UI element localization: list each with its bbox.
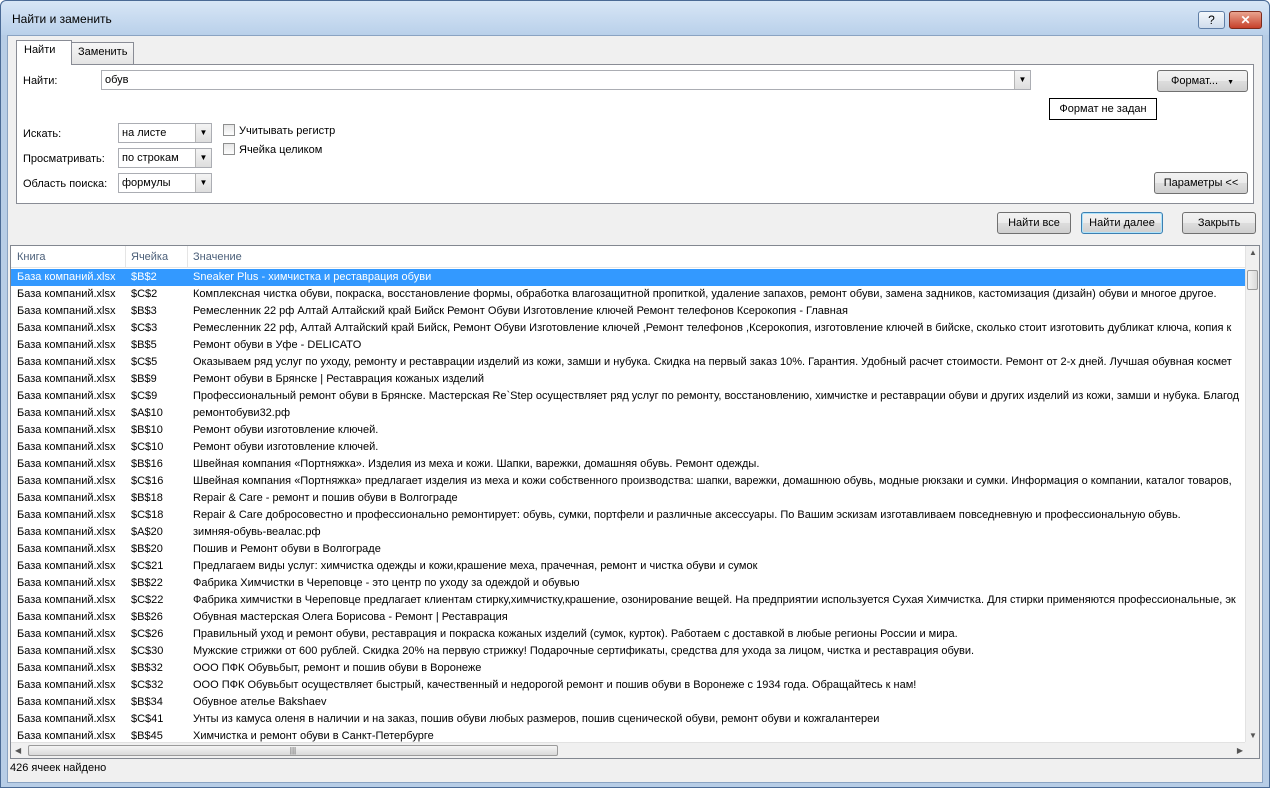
find-label: Найти: (23, 75, 58, 87)
results-list[interactable] (10, 245, 1260, 759)
status-text: 426 ячеек найдено (10, 762, 107, 774)
result-book-cell: База компаний.xlsx (17, 288, 116, 300)
result-address-cell: $B$26 (131, 611, 163, 623)
dialog-body (7, 35, 1263, 783)
result-row[interactable] (11, 541, 1247, 558)
result-value-cell: Sneaker Plus - химчистка и реставрация обуви (193, 271, 432, 283)
result-value-cell: зимняя-обувь-веалас.рф (193, 526, 321, 538)
result-value-cell: Repair & Care добросовестно и профессионально ремонтирует: обувь, сумки, портфели и различные аксессуары. По Вашим эскизам изготавливаем повседневную и профессиональную обувь. (193, 509, 1181, 521)
results-header (11, 246, 1247, 268)
result-row[interactable] (11, 507, 1247, 524)
title-bar[interactable] (1, 1, 1269, 35)
lookin-select[interactable] (118, 173, 212, 193)
result-row[interactable] (11, 439, 1247, 456)
result-row[interactable] (11, 660, 1247, 677)
result-address-cell: $C$32 (131, 679, 164, 691)
result-value-cell: ООО ПФК Обувьбыт осуществляет быстрый, качественный и недорогой ремонт и пошив обуви в Воронеже с 1934 года. Обращайтесь к нам! (193, 679, 917, 691)
result-address-cell: $B$2 (131, 271, 157, 283)
result-value-cell: ремонтобуви32.рф (193, 407, 291, 419)
find-what-value: обув (105, 74, 129, 86)
result-value-cell: Фабрика химчистки в Череповце предлагает клиентам стирку,химчистку,крашение, озонирование вещей. На предприятии используется Сухая Химчистка. Для стирки применяются профессиональные, эк (193, 594, 1236, 606)
lookin-label: Область поиска: (23, 178, 108, 190)
result-book-cell: База компаний.xlsx (17, 509, 116, 521)
result-book-cell: База компаний.xlsx (17, 594, 116, 606)
result-address-cell: $C$10 (131, 441, 164, 453)
result-address-cell: $C$2 (131, 288, 158, 300)
results-rows (11, 269, 1247, 745)
result-row[interactable] (11, 575, 1247, 592)
format-preview: Формат не задан (1049, 98, 1157, 120)
result-value-cell: Пошив и Ремонт обуви в Волгограде (193, 543, 381, 555)
result-book-cell: База компаний.xlsx (17, 407, 116, 419)
match-case-label[interactable]: Учитывать регистр (239, 125, 336, 137)
tab-find[interactable] (16, 40, 72, 65)
result-row[interactable] (11, 643, 1247, 660)
result-value-cell: Фабрика Химчистки в Череповце - это центр по уходу за одеждой и обувью (193, 577, 580, 589)
result-address-cell: $B$45 (131, 730, 163, 742)
result-row[interactable] (11, 592, 1247, 609)
result-address-cell: $B$20 (131, 543, 163, 555)
result-book-cell: База компаний.xlsx (17, 543, 116, 555)
result-book-cell: База компаний.xlsx (17, 679, 116, 691)
result-book-cell: База компаний.xlsx (17, 356, 116, 368)
result-address-cell: $C$26 (131, 628, 164, 640)
format-button-label: Формат... (1170, 75, 1219, 87)
result-address-cell: $B$32 (131, 662, 163, 674)
within-value: на листе (122, 127, 167, 139)
result-address-cell: $B$5 (131, 339, 157, 351)
close-window-button[interactable]: ✕ (1229, 11, 1262, 29)
result-row[interactable] (11, 473, 1247, 490)
column-divider[interactable] (125, 246, 126, 268)
result-book-cell: База компаний.xlsx (17, 441, 116, 453)
result-row[interactable] (11, 609, 1247, 626)
result-value-cell: Repair & Care - ремонт и пошив обуви в Волгограде (193, 492, 458, 504)
search-label: Просматривать: (23, 153, 105, 165)
result-value-cell: Унты из камуса оленя в наличии и на заказ, пошив обуви любых размеров, пошив сценической обуви, ремонт обуви и кожгалантереи (193, 713, 880, 725)
result-address-cell: $C$9 (131, 390, 158, 402)
result-row[interactable] (11, 490, 1247, 507)
result-book-cell: База компаний.xlsx (17, 713, 116, 725)
result-book-cell: База компаний.xlsx (17, 628, 116, 640)
chevron-down-icon[interactable]: ▼ (195, 174, 211, 192)
result-row[interactable] (11, 422, 1247, 439)
result-book-cell: База компаний.xlsx (17, 696, 116, 708)
result-address-cell: $C$18 (131, 509, 164, 521)
search-order-value: по строкам (122, 152, 179, 164)
result-address-cell: $C$16 (131, 475, 164, 487)
result-book-cell: База компаний.xlsx (17, 645, 116, 657)
result-value-cell: Ремонт обуви изготовление ключей. (193, 441, 379, 453)
result-address-cell: $B$16 (131, 458, 163, 470)
result-value-cell: Швейная компания «Портняжка». Изделия из меха и кожи. Шапки, варежки, домашняя обувь. Ремонт одежды. (193, 458, 760, 470)
result-address-cell: $B$34 (131, 696, 163, 708)
result-value-cell: Ремонт обуви в Уфе - DELICATO (193, 339, 362, 351)
scroll-right-icon[interactable]: ▶ (1236, 746, 1243, 755)
result-row[interactable] (11, 524, 1247, 541)
find-next-button[interactable]: Найти далее (1081, 212, 1163, 234)
result-value-cell: Комплексная чистка обуви, покраска, восстановление формы, обработка влагозащитной пропиткой, удаление запахов, ремонт обуви, замена задников, кастомизация (дизайн) обуви и многое другое. (193, 288, 1217, 300)
result-value-cell: Профессиональный ремонт обуви в Брянске. Мастерская Re`Step осуществляет ряд услуг по ремонту, восстановлению, химчистке и реставрации обуви и других изделий из кожи, замши и нубука. Благод (193, 390, 1240, 402)
result-value-cell: Предлагаем виды услуг: химчистка одежды и кожи,крашение меха, прачечная, ремонт и чистка обуви и сумок (193, 560, 758, 572)
chevron-down-icon[interactable]: ▼ (1014, 71, 1030, 89)
format-button[interactable] (1157, 70, 1248, 92)
result-book-cell: База компаний.xlsx (17, 560, 116, 572)
column-header-book[interactable]: Книга (17, 251, 46, 263)
result-address-cell: $A$10 (131, 407, 163, 419)
result-book-cell: База компаний.xlsx (17, 611, 116, 623)
vertical-scroll-thumb[interactable] (1247, 270, 1258, 290)
result-address-cell: $C$41 (131, 713, 164, 725)
result-value-cell: Оказываем ряд услуг по уходу, ремонту и реставрации изделий из кожи, замши и нубука. Скидка на первый заказ 10%. Гарантия. Удобный расчет стоимости. Ремонт от 2-х дней. Лучшая обувная космет (193, 356, 1232, 368)
result-book-cell: База компаний.xlsx (17, 577, 116, 589)
result-row[interactable] (11, 337, 1247, 354)
result-row[interactable] (11, 286, 1247, 303)
result-row[interactable] (11, 388, 1247, 405)
result-address-cell: $B$10 (131, 424, 163, 436)
entire-cell-checkbox[interactable] (223, 143, 235, 155)
horizontal-scrollbar[interactable] (11, 742, 1247, 758)
entire-cell-label[interactable]: Ячейка целиком (239, 144, 323, 156)
result-book-cell: База компаний.xlsx (17, 526, 116, 538)
column-header-cell[interactable]: Ячейка (131, 251, 169, 263)
result-row[interactable] (11, 677, 1247, 694)
result-book-cell: База компаний.xlsx (17, 390, 116, 402)
result-row[interactable] (11, 694, 1247, 711)
result-row[interactable] (11, 405, 1247, 422)
horizontal-scroll-thumb[interactable]: ||| (28, 745, 558, 756)
match-case-checkbox[interactable] (223, 124, 235, 136)
result-book-cell: База компаний.xlsx (17, 458, 116, 470)
find-all-button[interactable]: Найти все (997, 212, 1071, 234)
result-row[interactable] (11, 456, 1247, 473)
result-address-cell: $C$30 (131, 645, 164, 657)
result-value-cell: Обувная мастерская Олега Борисова - Ремонт | Реставрация (193, 611, 508, 623)
close-button[interactable]: Закрыть (1182, 212, 1256, 234)
result-value-cell: Ремонт обуви в Брянске | Реставрация кожаных изделий (193, 373, 485, 385)
result-row[interactable] (11, 558, 1247, 575)
options-toggle-button[interactable]: Параметры << (1154, 172, 1248, 194)
within-label: Искать: (23, 128, 62, 140)
result-value-cell: Мужские стрижки от 600 рублей. Скидка 20% на первую стрижку! Подарочные сертификаты, средства для ухода за лицом, чистка и реставрация обуви. (193, 645, 975, 657)
column-divider[interactable] (187, 246, 188, 268)
result-book-cell: База компаний.xlsx (17, 322, 116, 334)
result-row[interactable] (11, 354, 1247, 371)
help-button[interactable]: ? (1198, 11, 1225, 29)
result-book-cell: База компаний.xlsx (17, 662, 116, 674)
result-book-cell: База компаний.xlsx (17, 373, 116, 385)
column-header-value[interactable]: Значение (193, 251, 242, 263)
result-value-cell: ООО ПФК Обувьбыт, ремонт и пошив обуви в Воронеже (193, 662, 482, 674)
result-address-cell: $C$5 (131, 356, 158, 368)
result-address-cell: $B$9 (131, 373, 157, 385)
result-row[interactable] (11, 303, 1247, 320)
result-value-cell: Ремесленник 22 рф Алтай Алтайский край Бийск Ремонт Обуви Изготовление ключей Ремонт телефонов Ксерокопия - Главная (193, 305, 848, 317)
scroll-up-icon[interactable]: ▲ (1249, 248, 1257, 257)
chevron-down-icon[interactable]: ▼ (195, 124, 211, 142)
result-row[interactable] (11, 626, 1247, 643)
result-book-cell: База компаний.xlsx (17, 424, 116, 436)
within-select[interactable] (118, 123, 212, 143)
tab-replace-label: Заменить (78, 46, 128, 58)
result-address-cell: $B$22 (131, 577, 163, 589)
scroll-down-icon[interactable]: ▼ (1249, 731, 1257, 740)
result-book-cell: База компаний.xlsx (17, 339, 116, 351)
result-address-cell: $C$3 (131, 322, 158, 334)
scroll-left-icon[interactable]: ◀ (15, 746, 22, 755)
find-what-combo[interactable] (101, 70, 1031, 90)
window-title: Найти и заменить (12, 12, 112, 26)
chevron-down-icon[interactable]: ▼ (195, 149, 211, 167)
chevron-down-icon: ▼ (1227, 79, 1235, 86)
result-address-cell: $B$3 (131, 305, 157, 317)
search-order-select[interactable] (118, 148, 212, 168)
result-address-cell: $C$22 (131, 594, 164, 606)
result-row[interactable] (11, 269, 1247, 286)
result-value-cell: Правильный уход и ремонт обуви, реставрация и покраска кожаных изделий (сумок, курток). Работаем с доставкой в любые регионы России и мира. (193, 628, 958, 640)
vertical-scrollbar[interactable] (1245, 246, 1259, 742)
result-value-cell: Ремонт обуви изготовление ключей. (193, 424, 379, 436)
result-row[interactable] (11, 371, 1247, 388)
result-value-cell: Химчистка и ремонт обуви в Санкт-Петербурге (193, 730, 434, 742)
scrollbar-corner (1245, 742, 1259, 758)
result-book-cell: База компаний.xlsx (17, 492, 116, 504)
result-value-cell: Швейная компания «Портняжка» предлагает изделия из меха и кожи собственного производства: шапки, варежки, домашнюю обувь, модные рюкзаки и сумки. Информация о компании, каталог товаров, (193, 475, 1232, 487)
result-value-cell: Ремесленник 22 рф, Алтай Алтайский край Бийск, Ремонт Обуви Изготовление ключей ,Ремонт телефонов ,Ксерокопия, изготовление ключей в бийске, сколько стоит изготовить дубликат ключа, копия к (193, 322, 1232, 334)
result-row[interactable] (11, 320, 1247, 337)
result-address-cell: $B$18 (131, 492, 163, 504)
result-address-cell: $C$21 (131, 560, 164, 572)
result-book-cell: База компаний.xlsx (17, 305, 116, 317)
result-value-cell: Обувное ателье Bakshaev (193, 696, 327, 708)
result-book-cell: База компаний.xlsx (17, 730, 116, 742)
result-book-cell: База компаний.xlsx (17, 475, 116, 487)
result-row[interactable] (11, 711, 1247, 728)
tab-find-label: Найти (24, 44, 56, 56)
tab-replace[interactable] (70, 42, 134, 64)
result-book-cell: База компаний.xlsx (17, 271, 116, 283)
result-address-cell: $A$20 (131, 526, 163, 538)
find-tab-panel (16, 64, 1254, 204)
lookin-value: формулы (122, 177, 171, 189)
